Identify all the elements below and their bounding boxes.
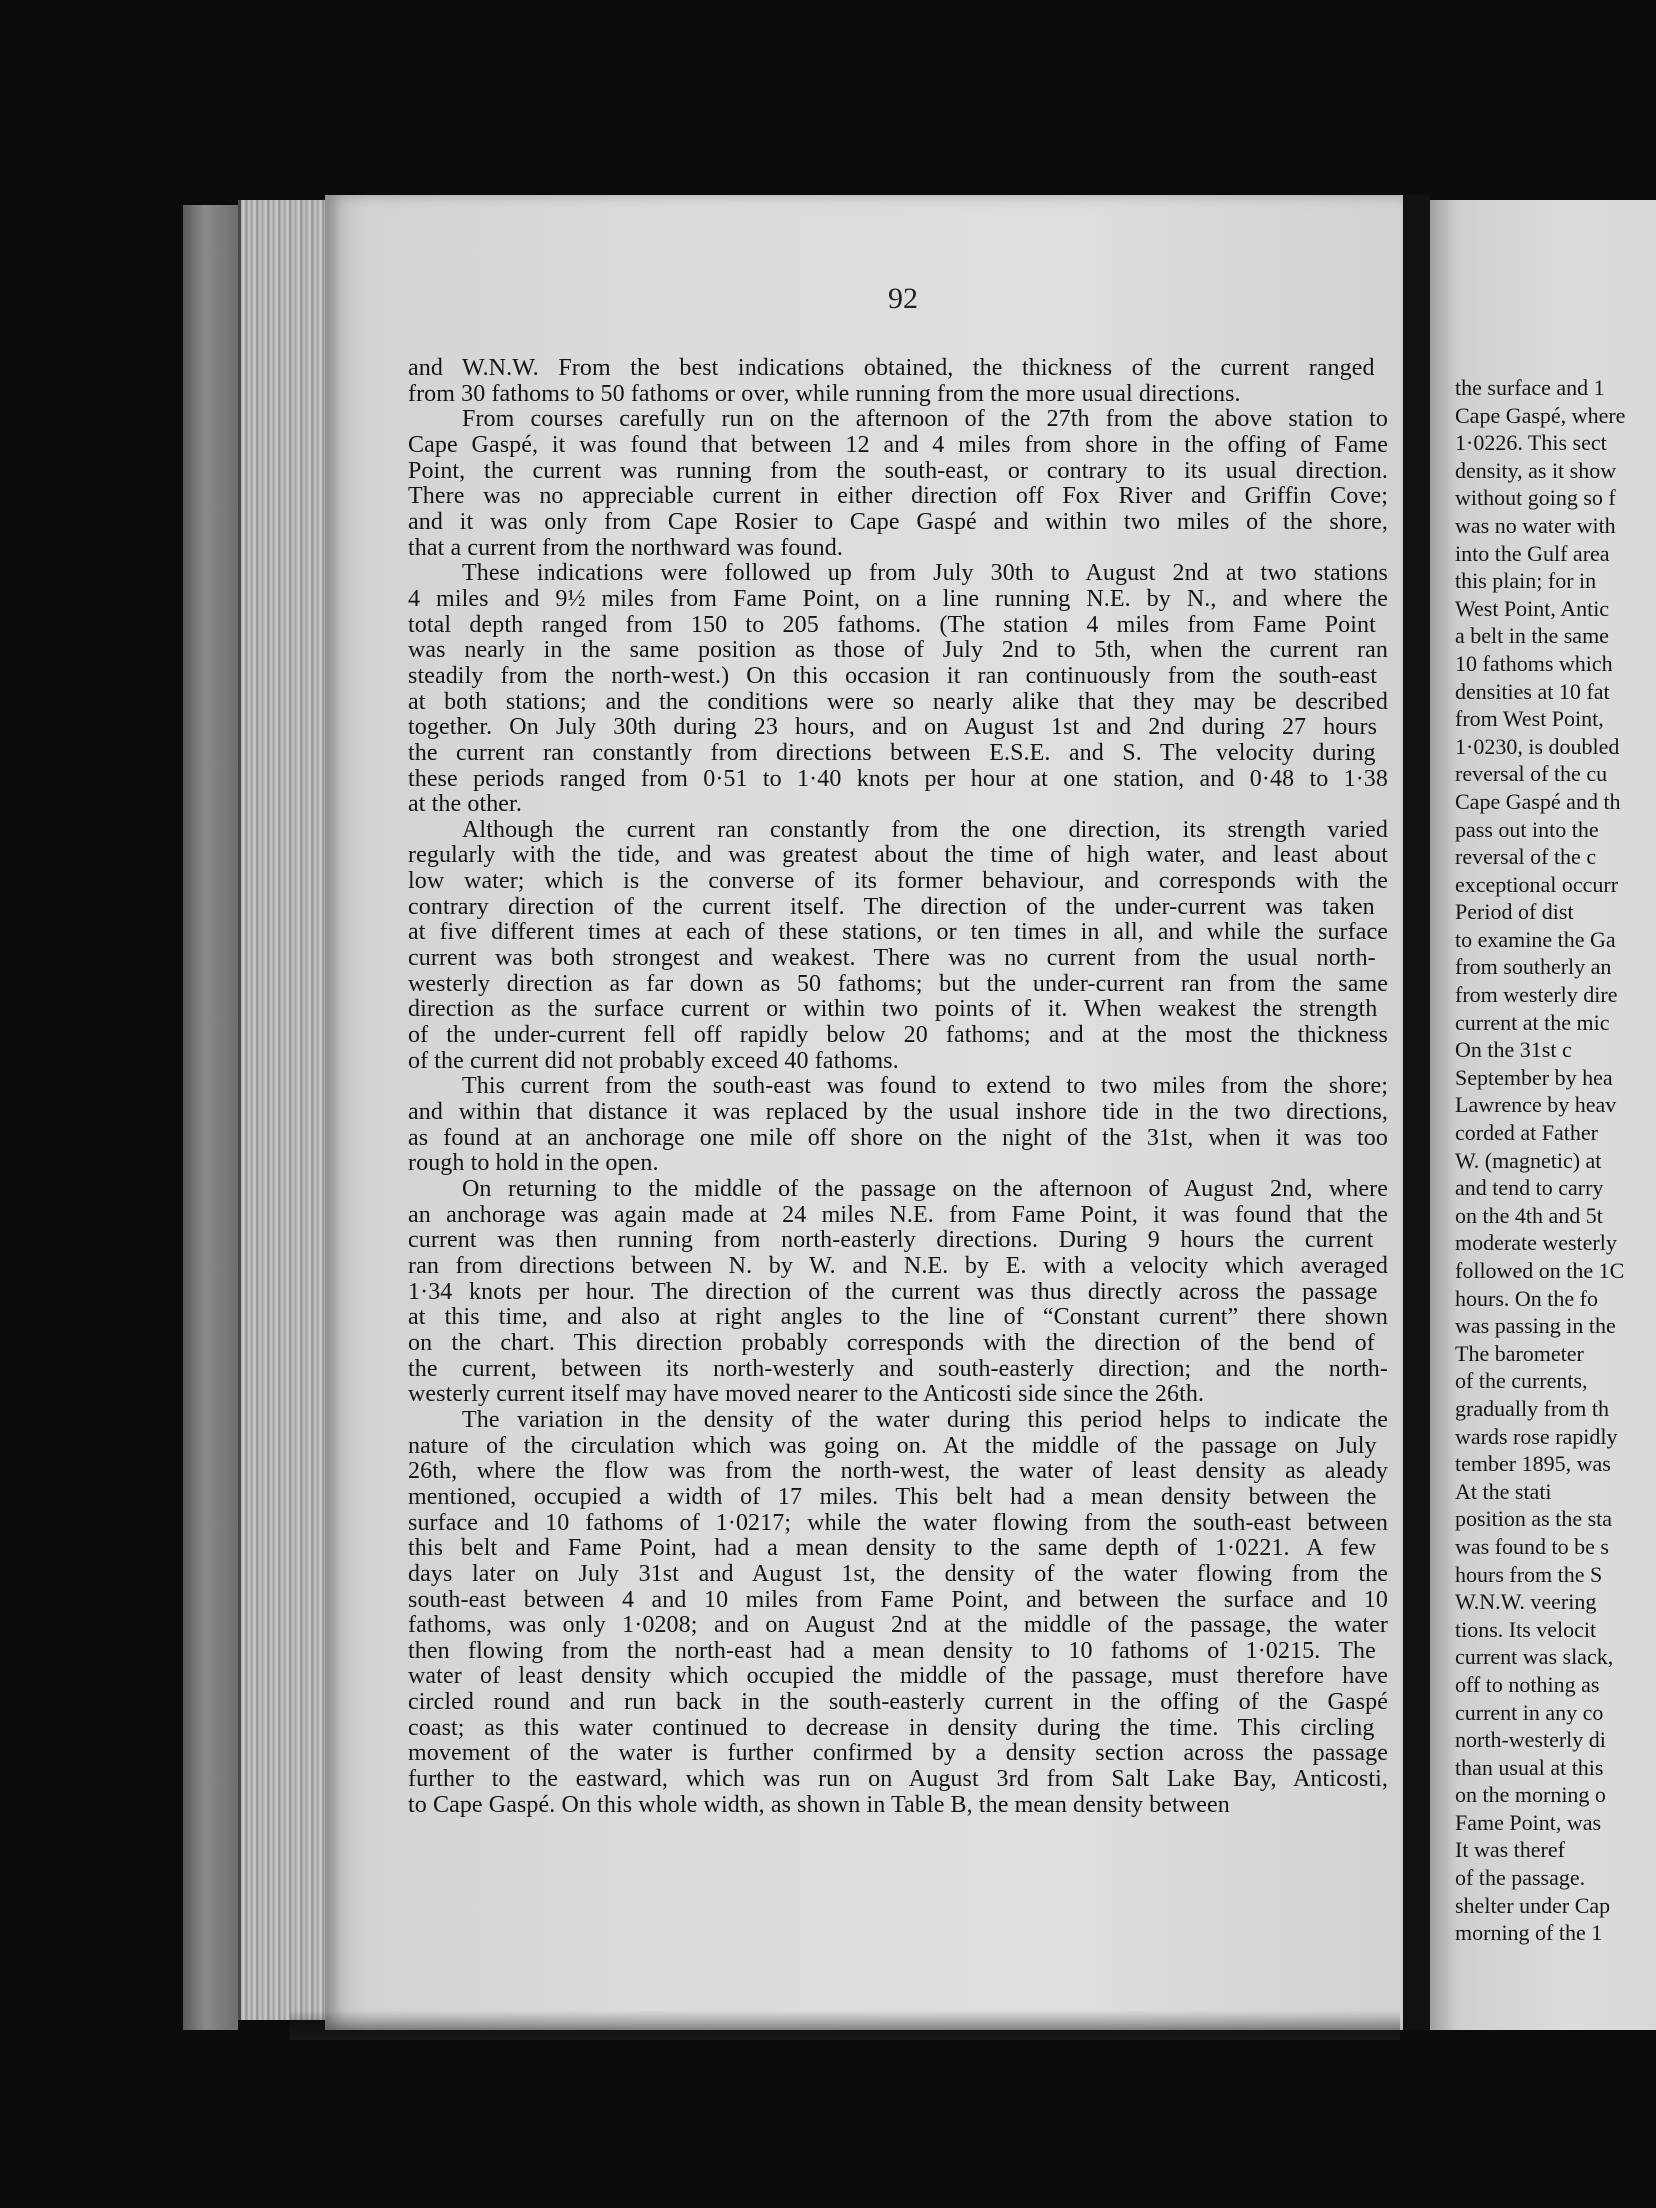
right-text-line: reversal of the cu bbox=[1455, 761, 1608, 787]
right-page-text bbox=[1455, 374, 1656, 1947]
right-text-line: Fame Point, was bbox=[1455, 1809, 1602, 1835]
right-text-line: The barometer bbox=[1455, 1340, 1584, 1366]
right-text-line: than usual at this bbox=[1455, 1754, 1604, 1780]
right-text-line: without going so f bbox=[1455, 485, 1616, 511]
right-text-line: tions. Its velocit bbox=[1455, 1616, 1597, 1642]
page-number: 92 bbox=[888, 282, 918, 315]
right-text-line: a belt in the same bbox=[1455, 623, 1609, 649]
right-text-line: from westerly dire bbox=[1455, 982, 1618, 1008]
text-line: 4 miles and 9½ miles from Fame Point, on a line running N.E. by N., and where the bbox=[408, 586, 1388, 612]
page-separator bbox=[1403, 195, 1430, 2030]
right-page-fragment bbox=[1430, 200, 1656, 2030]
text-line: coast; as this water continued to decrease in density during the time. This circling bbox=[408, 1715, 1375, 1741]
right-text-line: was no water with bbox=[1455, 512, 1616, 538]
right-text-line: off to nothing as bbox=[1455, 1671, 1600, 1697]
right-text-line: current in any co bbox=[1455, 1699, 1604, 1725]
right-text-line: north-westerly di bbox=[1455, 1727, 1606, 1753]
page-body-text bbox=[408, 356, 1388, 1818]
text-line: direction as the surface current or within two points of it. When weakest the strength bbox=[408, 997, 1378, 1023]
text-line: fathoms, was only 1·0208; and on August 2nd at the middle of the passage, the water bbox=[408, 1613, 1388, 1639]
right-text-line: Period of dist bbox=[1455, 899, 1574, 925]
right-text-line: 10 fathoms which bbox=[1455, 650, 1613, 676]
right-text-line: was found to be s bbox=[1455, 1533, 1609, 1559]
text-line: of the current did not probably exceed 40 fathoms. bbox=[408, 1048, 899, 1074]
text-line: at five different times at each of these stations, or ten times in all, and while the surface bbox=[408, 920, 1388, 946]
text-line: total depth ranged from 150 to 205 fathoms. (The station 4 miles from Fame Point bbox=[408, 612, 1376, 638]
text-line: south-east between 4 and 10 miles from Fame Point, and between the surface and 10 bbox=[408, 1587, 1388, 1613]
right-text-line: followed on the 1C bbox=[1455, 1258, 1625, 1283]
text-line: as found at an anchorage one mile off shore on the night of the 31st, when it was too bbox=[408, 1125, 1388, 1151]
right-text-line: corded at Father bbox=[1455, 1120, 1598, 1146]
right-text-line: tember 1895, was bbox=[1455, 1451, 1611, 1477]
text-line: Point, the current was running from the south-east, or contrary to its usual direction. bbox=[408, 458, 1388, 484]
text-line: regularly with the tide, and was greatest about the time of high water, and least about bbox=[408, 843, 1388, 869]
text-line: then flowing from the north-east had a mean density to 10 fathoms of 1·0215. The bbox=[408, 1638, 1376, 1664]
right-text-line: West Point, Antic bbox=[1455, 595, 1610, 621]
text-line: nature of the circulation which was going on. At the middle of the passage on July bbox=[408, 1433, 1377, 1459]
right-text-line: of the currents, bbox=[1455, 1368, 1588, 1394]
text-line: and W.N.W. From the best indications obtained, the thickness of the current ranged bbox=[408, 356, 1375, 381]
right-text-line: of the passage. bbox=[1455, 1865, 1586, 1891]
text-line: from 30 fathoms to 50 fathoms or over, while running from the more usual directions. bbox=[408, 381, 1241, 407]
text-line: movement of the water is further confirmed by a density section across the passage bbox=[408, 1741, 1388, 1767]
text-line: westerly direction as far down as 50 fathoms; but the under-current ran from the same bbox=[408, 971, 1388, 997]
text-line: at both stations; and the conditions were so nearly alike that they may be described bbox=[408, 689, 1388, 715]
text-line: 1·34 knots per hour. The direction of the current was thus directly across the passage bbox=[408, 1279, 1378, 1305]
text-line: contrary direction of the current itself. The direction of the under-current was taken bbox=[408, 894, 1375, 920]
text-line: days later on July 31st and August 1st, the density of the water flowing from the bbox=[408, 1561, 1388, 1587]
right-text-line: from southerly an bbox=[1455, 954, 1612, 980]
right-text-line: into the Gulf area bbox=[1455, 540, 1610, 566]
right-text-line: It was theref bbox=[1455, 1837, 1565, 1863]
text-line: These indications were followed up from July 30th to August 2nd at two stations bbox=[462, 561, 1388, 587]
right-text-line: Cape Gaspé and th bbox=[1455, 788, 1621, 814]
text-line: at this time, and also at right angles to the line of “Constant current” there shown bbox=[408, 1305, 1388, 1331]
right-text-line: hours. On the fo bbox=[1455, 1285, 1598, 1311]
text-line: circled round and run back in the south-easterly current in the offing of the Gaspé bbox=[408, 1690, 1388, 1716]
page-edges bbox=[238, 200, 331, 2020]
right-text-line: current at the mic bbox=[1455, 1009, 1610, 1035]
right-text-line: to examine the Ga bbox=[1455, 926, 1616, 952]
text-line: further to the eastward, which was run on August 3rd from Salt Lake Bay, Anticosti, bbox=[408, 1767, 1388, 1793]
right-text-line: 1·0230, is doubled bbox=[1455, 733, 1620, 759]
right-text-line: pass out into the bbox=[1455, 816, 1599, 842]
text-line: current was both strongest and weakest. There was no current from the usual north- bbox=[408, 946, 1376, 972]
right-text-line: densities at 10 fat bbox=[1455, 678, 1610, 704]
text-line: at the other. bbox=[408, 792, 522, 818]
text-line: that a current from the northward was found. bbox=[408, 535, 843, 561]
right-text-line: Lawrence by heav bbox=[1455, 1092, 1617, 1118]
text-line: 26th, where the flow was from the north-west, the water of least density as aleady bbox=[408, 1459, 1388, 1485]
right-text-line: shelter under Cap bbox=[1455, 1892, 1611, 1918]
text-line: On returning to the middle of the passage on the afternoon of August 2nd, where bbox=[462, 1177, 1388, 1202]
right-text-line: September by hea bbox=[1455, 1064, 1613, 1090]
right-text-line: density, as it show bbox=[1455, 457, 1617, 483]
right-text-line: was passing in the bbox=[1455, 1313, 1616, 1339]
right-text-line: the surface and 1 bbox=[1455, 375, 1605, 400]
text-line: Although the current ran constantly from the one direction, its strength varied bbox=[462, 817, 1388, 843]
page-shadow bbox=[290, 2010, 1400, 2040]
right-text-line: exceptional occurr bbox=[1455, 871, 1619, 897]
right-text-line: wards rose rapidly bbox=[1455, 1423, 1618, 1449]
text-line: low water; which is the converse of its former behaviour, and corresponds with the bbox=[408, 869, 1388, 895]
text-line: this belt and Fame Point, had a mean density to the same depth of 1·0221. A few bbox=[408, 1536, 1377, 1562]
text-line: and within that distance it was replaced by the usual inshore tide in the two directions, bbox=[408, 1100, 1388, 1126]
text-line: an anchorage was again made at 24 miles N.E. from Fame Point, it was found that the bbox=[408, 1202, 1388, 1228]
text-line: From courses carefully run on the afternoon of the 27th from the above station to bbox=[462, 407, 1388, 433]
text-line: ran from directions between N. by W. and N.E. by E. with a velocity which averaged bbox=[408, 1253, 1388, 1279]
right-text-line: from West Point, bbox=[1455, 706, 1604, 732]
text-line: steadily from the north-west.) On this occasion it ran continuously from the south-east bbox=[408, 663, 1378, 689]
right-text-line: W. (magnetic) at bbox=[1455, 1147, 1602, 1173]
text-line: and it was only from Cape Rosier to Cape Gaspé and within two miles of the shore, bbox=[408, 509, 1388, 535]
text-line: westerly current itself may have moved nearer to the Anticosti side since the 26th. bbox=[408, 1382, 1205, 1408]
right-text-line: 1·0226. This sect bbox=[1455, 430, 1607, 456]
right-text-line: moderate westerly bbox=[1455, 1230, 1617, 1256]
right-text-line: hours from the S bbox=[1455, 1561, 1603, 1587]
right-text-line: W.N.W. veering bbox=[1455, 1589, 1597, 1615]
text-line: surface and 10 fathoms of 1·0217; while the water flowing from the south-east between bbox=[408, 1510, 1388, 1536]
right-text-line: Cape Gaspé, where bbox=[1455, 402, 1626, 428]
text-line: of the under-current fell off rapidly below 20 fathoms; and at the most the thickness bbox=[408, 1023, 1388, 1049]
right-text-line: on the 4th and 5t bbox=[1455, 1202, 1603, 1228]
right-text-line: reversal of the c bbox=[1455, 844, 1597, 870]
text-line: This current from the south-east was found to extend to two miles from the shore; bbox=[462, 1074, 1388, 1100]
right-text-line: position as the sta bbox=[1455, 1506, 1613, 1532]
text-line: There was no appreciable current in either direction off Fox River and Griffin Cove; bbox=[408, 484, 1388, 510]
right-text-line: current was slack, bbox=[1455, 1644, 1614, 1670]
text-line: the current ran constantly from directions between E.S.E. and S. The velocity during bbox=[408, 740, 1376, 766]
text-line: on the chart. This direction probably corresponds with the direction of the bend of bbox=[408, 1330, 1375, 1356]
text-line: rough to hold in the open. bbox=[408, 1151, 659, 1177]
text-line: was nearly in the same position as those of July 2nd to 5th, when the current ran bbox=[408, 638, 1388, 664]
right-text-line: and tend to carry bbox=[1455, 1175, 1604, 1201]
right-text-line: At the stati bbox=[1455, 1478, 1552, 1504]
book-binding-gutter bbox=[183, 205, 238, 2030]
text-line: The variation in the density of the water during this period helps to indicate the bbox=[462, 1407, 1388, 1433]
text-line: these periods ranged from 0·51 to 1·40 knots per hour at one station, and 0·48 to 1·38 bbox=[408, 766, 1388, 792]
right-text-line: this plain; for in bbox=[1455, 568, 1597, 594]
right-text-line: on the morning o bbox=[1455, 1782, 1606, 1808]
text-line: Cape Gaspé, it was found that between 12 and 4 miles from shore in the offing of Fame bbox=[408, 432, 1388, 458]
text-line: current was then running from north-easterly directions. During 9 hours the current bbox=[408, 1228, 1374, 1254]
text-line: the current, between its north-westerly and south-easterly direction; and the north- bbox=[408, 1356, 1388, 1382]
text-line: to Cape Gaspé. On this whole width, as shown in Table B, the mean density between bbox=[408, 1792, 1230, 1818]
right-text-line: gradually from th bbox=[1455, 1395, 1609, 1421]
text-line: together. On July 30th during 23 hours, and on August 1st and 2nd during 27 hours bbox=[408, 715, 1378, 741]
right-text-line: morning of the 1 bbox=[1455, 1920, 1603, 1946]
text-line: mentioned, occupied a width of 17 miles. This belt had a mean density between the bbox=[408, 1484, 1377, 1510]
right-text-line: On the 31st c bbox=[1455, 1037, 1572, 1063]
text-line: water of least density which occupied the middle of the passage, must therefore have bbox=[408, 1664, 1388, 1690]
